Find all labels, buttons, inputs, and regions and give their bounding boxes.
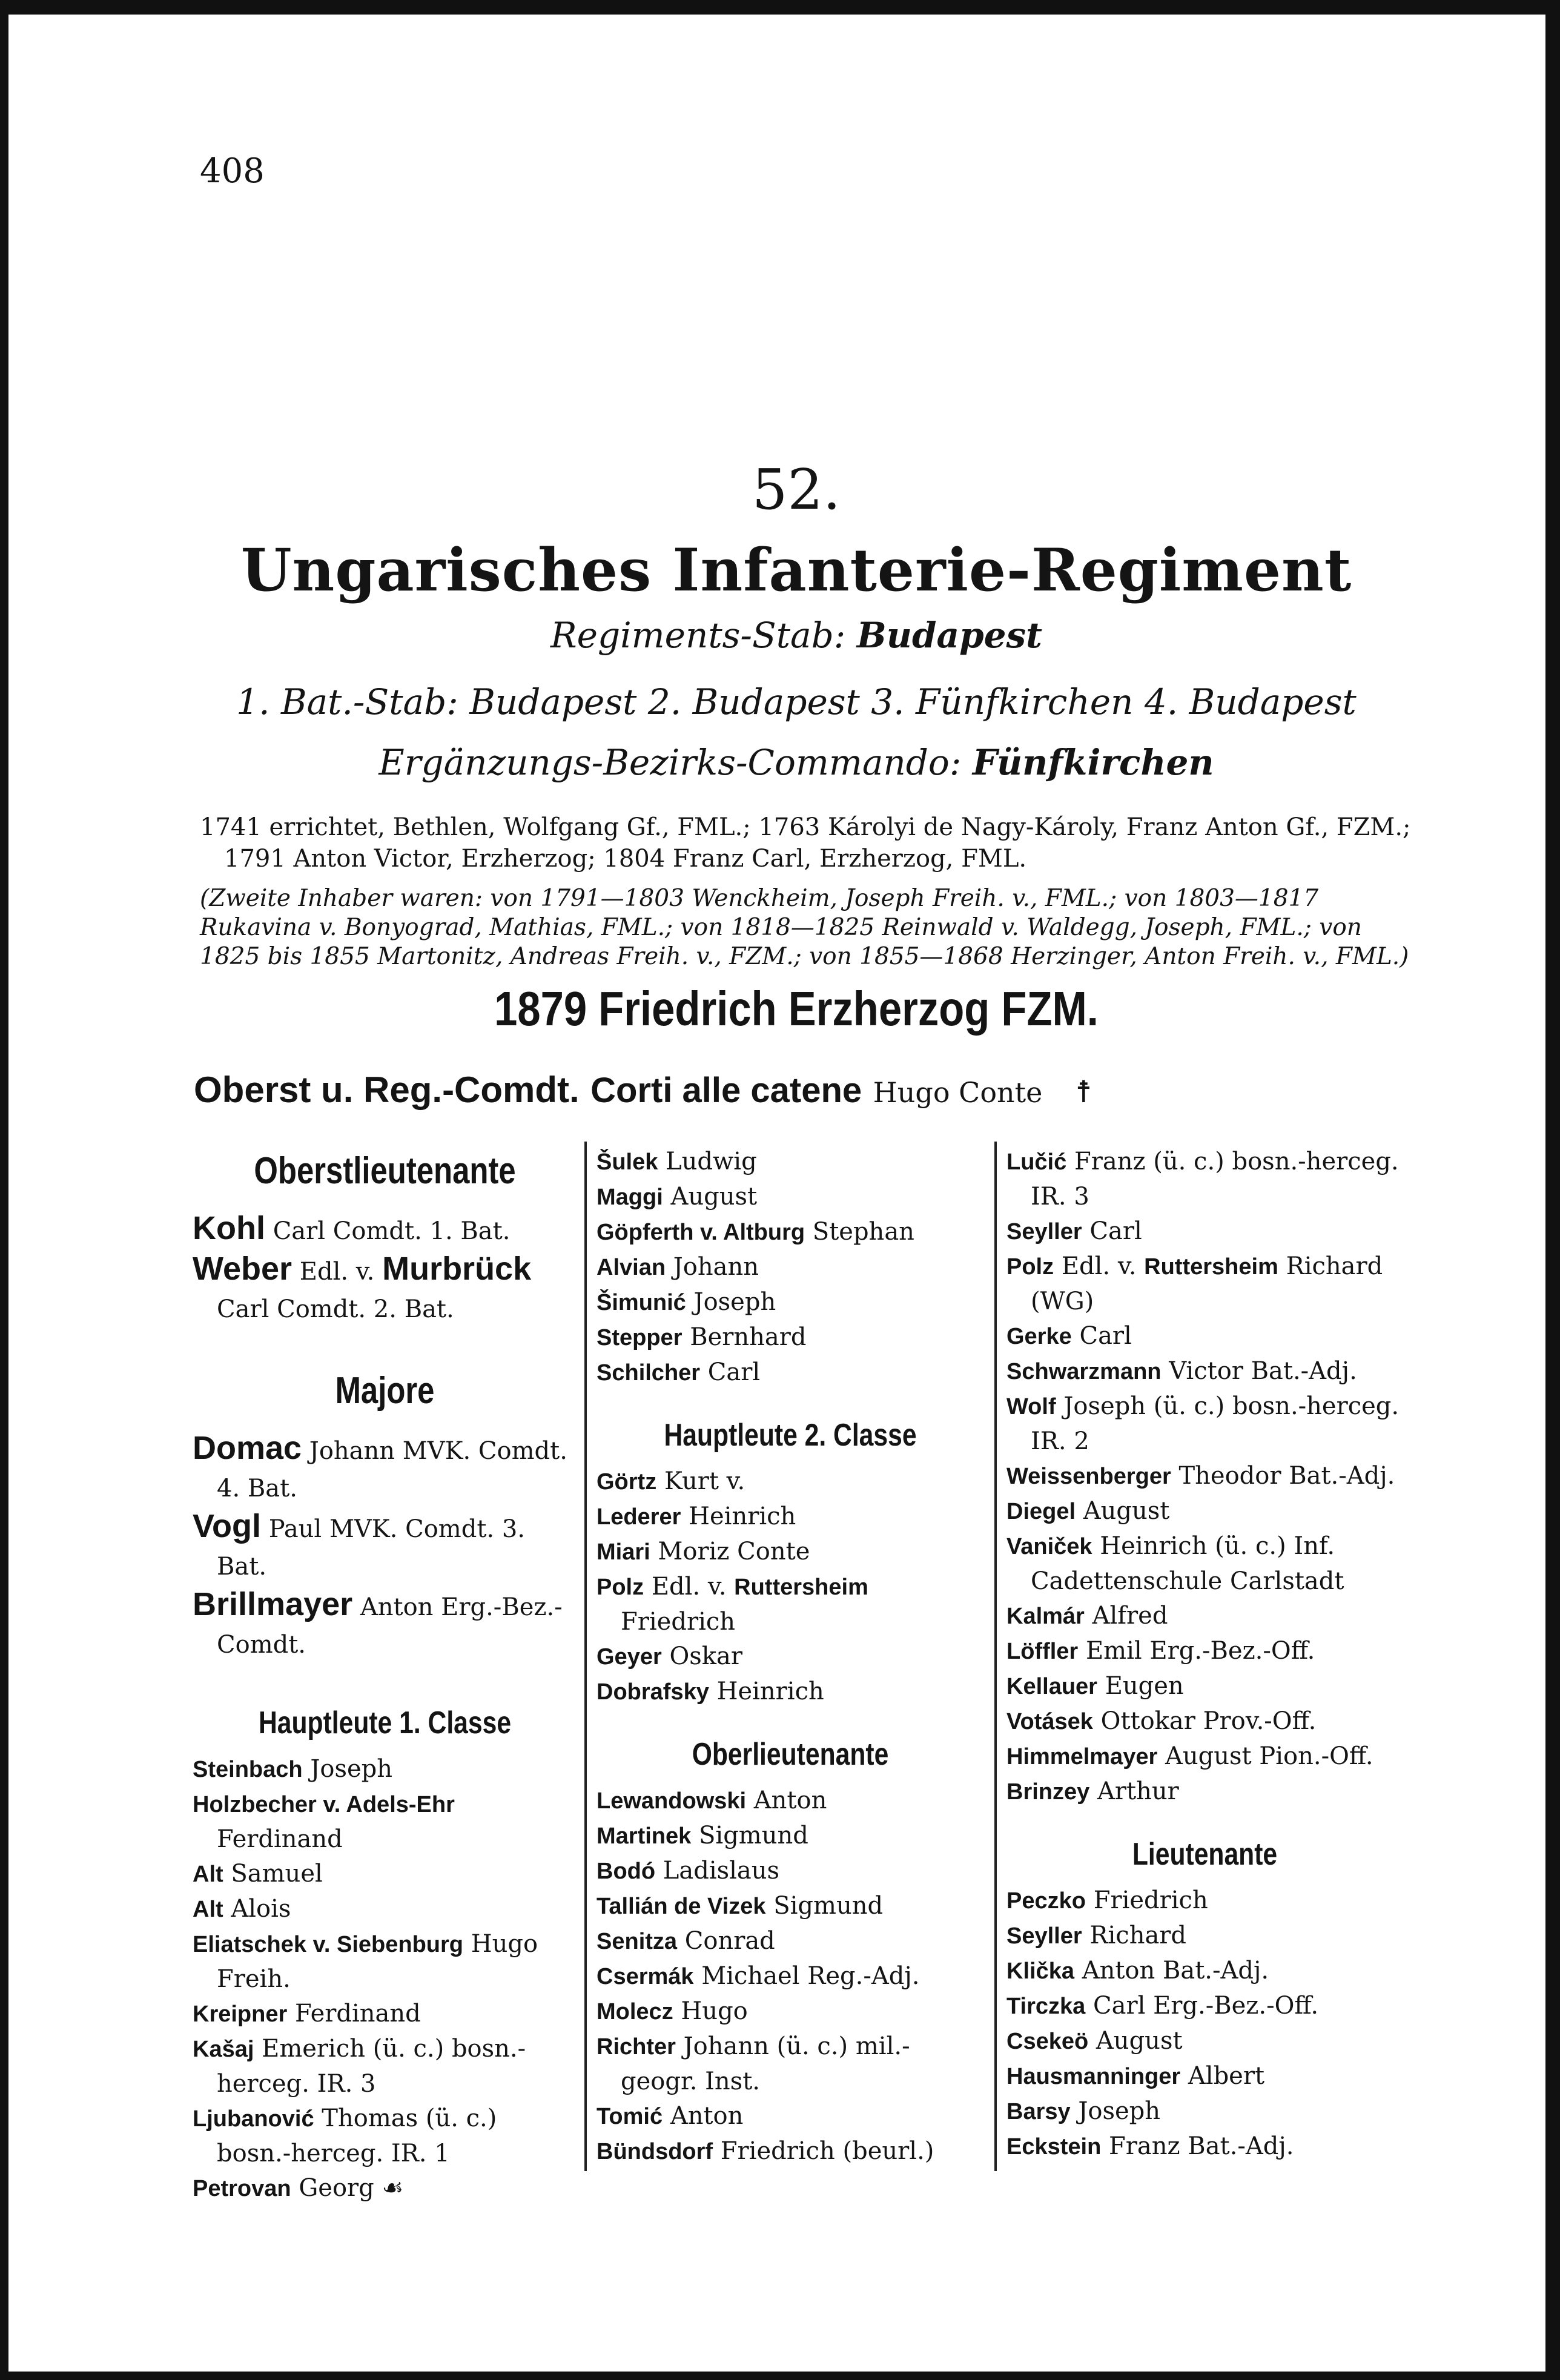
list-item: Kašaj Emerich (ü. c.) bosn.-herceg. IR. 3 [193,2035,526,2098]
list-item: Weissenberger Theodor Bat.-Adj. [1006,1462,1395,1490]
list-item: Schwarzmann Victor Bat.-Adj. [1006,1357,1357,1385]
list-item: Bündsdorf Friedrich (beurl.) [597,2137,934,2165]
commander-surname: Corti alle catene [590,1071,862,1110]
column-divider [584,1142,587,2171]
ergaenzungs-bezirk [182,742,1411,783]
list-item: Šimunić Joseph [597,1288,776,1316]
list-item: Šulek Ludwig [597,1148,757,1175]
list-item: Kalmár Alfred [1006,1602,1168,1630]
list-item: Lewandowski Anton [597,1787,827,1814]
list-item: Polz Edl. v. Ruttersheim Friedrich [597,1573,868,1636]
list-item: Brillmayer Anton Erg.-Bez.-Comdt. [193,1586,563,1659]
list-item: Tallián de Vizek Sigmund [597,1892,884,1920]
column-2 [597,1145,984,2169]
regiment-history [200,812,1411,874]
list-item: Maggi August [597,1183,758,1211]
column-3 [1006,1145,1403,2164]
list-item: Alvian Johann [597,1253,759,1281]
section-heading: Hauptleute 2. Classe [664,1418,917,1453]
list-item: Barsy Joseph [1006,2097,1161,2125]
list-item: Lederer Heinrich [597,1502,796,1530]
list-item: Wolf Joseph (ü. c.) bosn.-herceg. IR. 2 [1006,1392,1400,1455]
regiment-number: 52. [752,457,841,522]
regiments-stab [182,615,1411,656]
list-item: Eckstein Franz Bat.-Adj. [1006,2132,1294,2160]
regiment-commander [194,1069,1357,1111]
list-item: Alt Alois [193,1895,291,1923]
list-item: Steinbach Joseph [193,1755,393,1783]
list-item: Hausmanninger Albert [1006,2062,1265,2090]
list-item: Dobrafsky Heinrich [597,1678,824,1705]
list-item: Polz Edl. v. Ruttersheim Richard (WG) [1006,1252,1383,1315]
list-item: Tirczka Carl Erg.-Bez.-Off. [1006,1992,1319,2020]
list-item: Domac Johann MVK. Comdt. 4. Bat. [193,1430,567,1502]
list-item: Göpferth v. Altburg Stephan [597,1218,914,1246]
list-item: Kohl Carl Comdt. 1. Bat. [193,1210,511,1246]
list-item: Klička Anton Bat.-Adj. [1006,1957,1269,1985]
list-item: Diegel August [1006,1497,1170,1525]
list-item: Votásek Ottokar Prov.-Off. [1006,1707,1317,1735]
ergaenzungs-label: Ergänzungs-Bezirks-Commando: [378,742,962,783]
list-item: Petrovan Georg ☙ [193,2174,404,2202]
second-owners-note: (Zweite Inhaber waren: von 1791—1803 Wenckheim, Joseph Freih. v., FML.; von 1803—1817 Rukavina v. Bonyograd, Mathias, FML.; von 1818—1825 Reinwald v. Waldegg, Joseph, FML.; von 1825 bis 1855 Martonitz, Andreas Freih. v., FZM.; von 1855—1868 Herzinger, Anton Freih. v., FML.) [200,885,1409,970]
list-item: Vogl Paul MVK. Comdt. 3. Bat. [193,1508,525,1581]
history-line-2: 1791 Anton Victor, Erzherzog; 1804 Franz Carl, Erzherzog, FML. [224,845,1027,873]
list-item: Lučić Franz (ü. c.) bosn.-herceg. IR. 3 [1006,1148,1399,1211]
list-item: Martinek Sigmund [597,1822,808,1849]
regiments-stab-place: Budapest [856,615,1042,656]
commander-firstname: Hugo Conte [873,1076,1043,1109]
list-item: Molecz Hugo [597,1997,748,2025]
regiment-title: Ungarisches Infanterie-Regiment [240,536,1352,604]
cross-symbol-icon: ☨ [1075,1074,1092,1109]
list-item: Holzbecher v. Adels-Ehr Ferdinand [193,1792,455,1853]
list-item: Alt Samuel [193,1860,323,1888]
list-item: Kreipner Ferdinand [193,2000,421,2028]
list-item: Seyller Richard [1006,1922,1187,1949]
section-heading: Oberstlieutenante [254,1150,516,1192]
page-number: 408 [200,151,265,191]
list-item: Miari Moriz Conte [597,1538,810,1565]
list-item: Brinzey Arthur [1006,1777,1179,1805]
column-divider [994,1142,997,2171]
list-item: Tomić Anton [597,2102,744,2130]
list-item: Görtz Kurt v. [597,1467,745,1495]
list-item: Senitza Conrad [597,1927,775,1955]
list-item: Stepper Bernhard [597,1323,807,1351]
list-item: Ljubanović Thomas (ü. c.) bosn.-herceg. IR. 1 [193,2104,497,2167]
section-heading: Majore [335,1370,435,1412]
list-item: Csermák Michael Reg.-Adj. [597,1962,920,1990]
column-1 [193,1145,577,2206]
list-item: Csekeö August [1006,2027,1183,2055]
regiments-stab-label: Regiments-Stab: [550,615,846,656]
list-item: Richter Johann (ü. c.) mil.-geogr. Inst. [597,2032,910,2095]
list-item: Kellauer Eugen [1006,1672,1184,1700]
list-item: Eliatschek v. Siebenburg Hugo Freih. [193,1930,538,1993]
regiment-inhaber: 1879 Friedrich Erzherzog FZM. [494,982,1099,1036]
section-heading: Oberlieutenante [692,1737,889,1772]
list-item: Peczko Friedrich [1006,1886,1208,1914]
list-item: Seyller Carl [1006,1217,1142,1245]
list-item: Bodó Ladislaus [597,1857,780,1885]
list-item: Weber Edl. v. Murbrück Carl Comdt. 2. Bat. [193,1251,532,1323]
battalion-stations: 1. Bat.-Stab: Budapest 2. Budapest 3. Fünfkirchen 4. Budapest [236,681,1357,722]
list-item: Himmelmayer August Pion.-Off. [1006,1742,1373,1770]
list-item: Schilcher Carl [597,1358,761,1386]
commander-rank: Oberst u. Reg.-Comdt. [194,1069,580,1110]
section-heading: Hauptleute 1. Classe [258,1705,512,1740]
ergaenzungs-place: Fünfkirchen [972,742,1214,783]
list-item: Vaniček Heinrich (ü. c.) Inf. Cadettenschule Carlstadt [1006,1532,1344,1595]
list-item: Geyer Oskar [597,1642,742,1670]
section-heading: Lieutenante [1132,1837,1278,1872]
list-item: Löffler Emil Erg.-Bez.-Off. [1006,1637,1315,1665]
history-line-1: 1741 errichtet, Bethlen, Wolfgang Gf., FML.; 1763 Károlyi de Nagy-Károly, Franz Anton Gf., FZM.; [200,813,1411,841]
list-item: Gerke Carl [1006,1322,1132,1350]
